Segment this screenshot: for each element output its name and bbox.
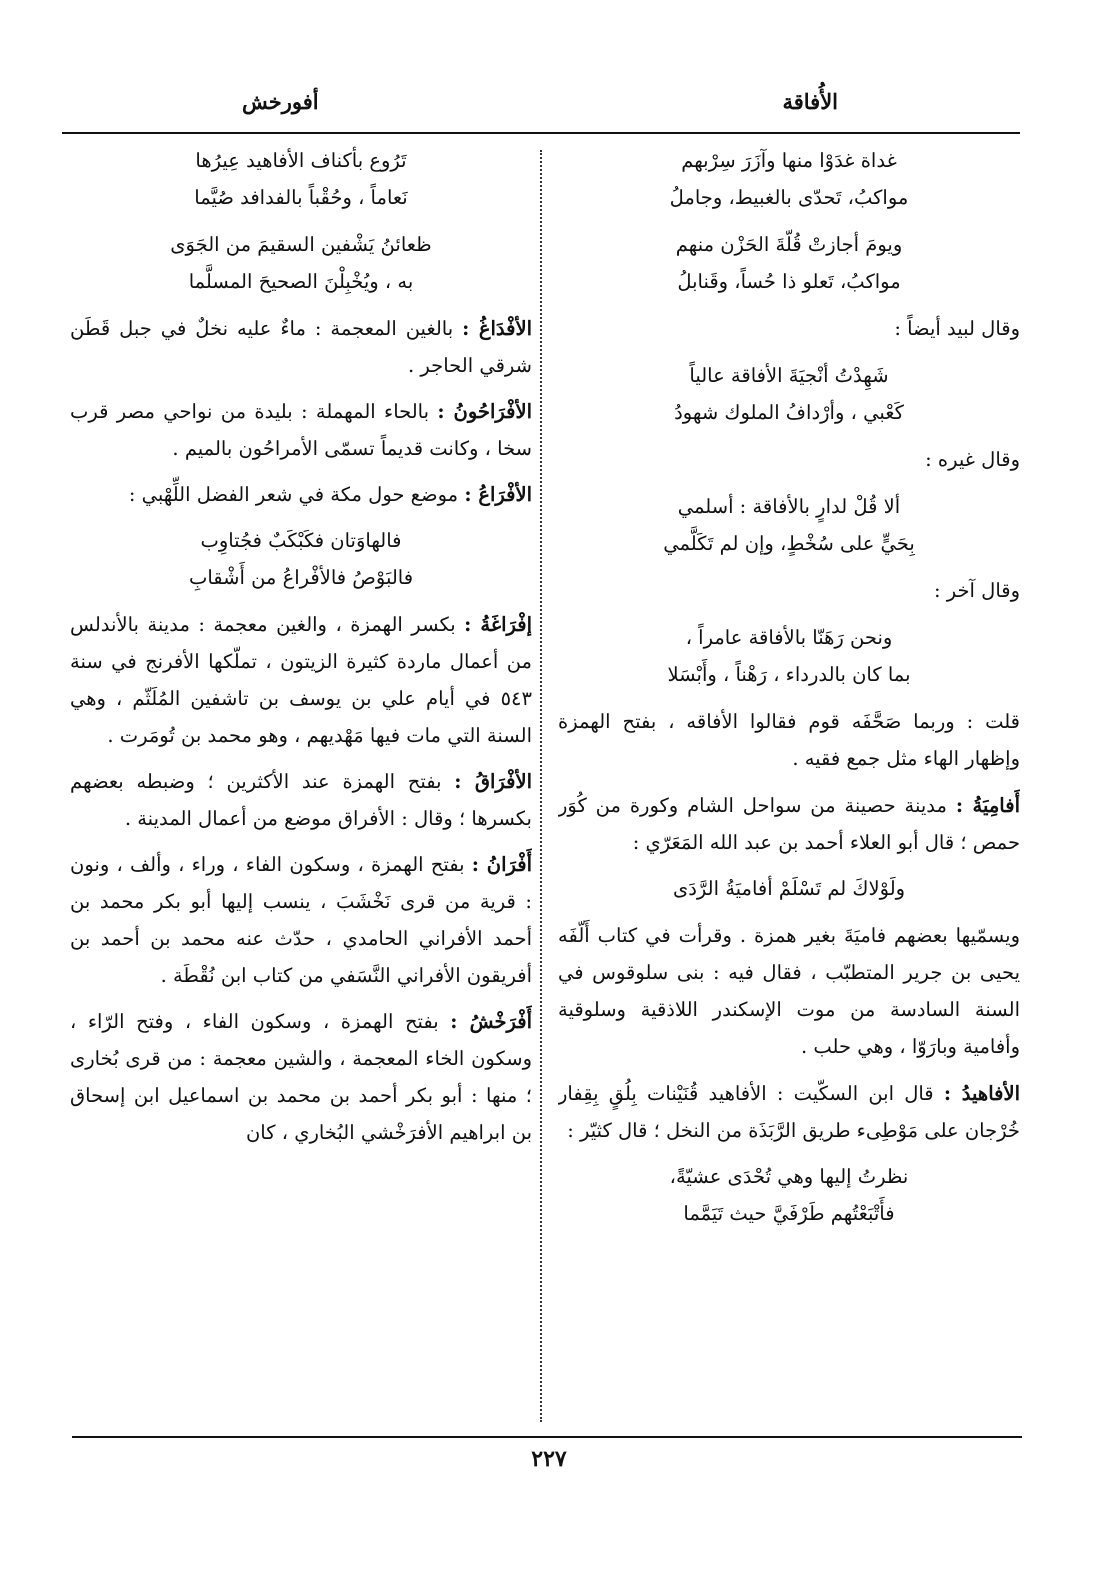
dictionary-entry bbox=[70, 393, 532, 467]
verse-line: غداة غدَوْا منها وآزَرَ سِرْبهم bbox=[681, 149, 897, 172]
verse-intro: وقال غيره : bbox=[925, 448, 1020, 471]
dictionary-entry bbox=[70, 476, 532, 513]
verse-line: مواكبُ، تَحدّى بالغبيط، وجاملُ bbox=[669, 186, 909, 209]
verse-line: ألا قُلْ لدارٍ بالأفاقة : أسلمي bbox=[677, 495, 901, 518]
verse-line: تَرُوع بأكناف الأفاهيد عِيرُها bbox=[195, 149, 407, 172]
page-number: ٢٢٧ bbox=[531, 1446, 567, 1472]
entry-text: بفتح الهمزة ، وسكون الفاء ، وراء ، وألف ، ونون : قرية من قرى نَخْشَبَ ، ينسب إليها أبو بكر محمد بن أحمد الأفراني الحامدي ، حدّث عنه محمد بن أحمد بن أفريقون الأفراني النَّسَفي من كتاب ابن نُقْطَة . bbox=[70, 853, 532, 987]
verse-intro: وقال لبيد أيضاً : bbox=[894, 317, 1020, 340]
dictionary-entry bbox=[70, 763, 532, 837]
verse-line: ويومَ أجازتْ قُلّةَ الحَزْن منهم bbox=[675, 233, 903, 256]
verse-line: ظعائنُ يَشْفين السقيمَ من الجَوَى bbox=[170, 233, 432, 256]
verse-block bbox=[70, 142, 532, 216]
verse-block bbox=[70, 226, 532, 300]
entry-headword: الأفاهيدُ : bbox=[943, 1082, 1020, 1105]
running-head bbox=[70, 84, 1028, 118]
entry-text: مدينة حصينة من سواحل الشام وكورة من كُوَر حمص ؛ قال أبو العلاء أحمد بن عبد الله المَعَرّي : bbox=[558, 794, 1020, 854]
editor-note: قلت : وربما صَحَّفَه قوم فقالوا الأفاقه ، بفتح الهمزة وإظهار الهاء مثل جمع فقيه . bbox=[558, 710, 1020, 770]
verse-line: شَهِدْتُ أنْجيَةَ الأفاقة عالياً bbox=[689, 364, 889, 387]
entry-headword: الأفْرَاحُونُ : bbox=[437, 400, 532, 423]
verse-block bbox=[70, 522, 532, 596]
dictionary-entry bbox=[70, 310, 532, 384]
entry-headword: أَفْرَخْشُ : bbox=[450, 1010, 532, 1033]
verse-line: فالبَوْصُ فالأفْراعُ من أَشْقابِ bbox=[188, 566, 414, 589]
verse-line: به ، ويُخْبِلْنَ الصحيحَ المسلَّما bbox=[188, 270, 414, 293]
verse-line: فأَتْبَعْتُهم طَرْفَيَّ حيث تَيَمَّما bbox=[683, 1202, 895, 1225]
verse-block bbox=[558, 357, 1020, 431]
entry-text: بفتح الهمزة ، وسكون الفاء ، وفتح الرّاء ، وسكون الخاء المعجمة ، والشين معجمة : من قرى بُخارى ؛ منها : أبو بكر أحمد بن محمد بن اسماعيل ابن إسحاق بن ابراهيم الأفرَخْشي البُخاري ، كان bbox=[70, 1010, 532, 1144]
verse-line: فالهاوَتان فكَبْكَبٌ فجُتاوِب bbox=[200, 529, 402, 552]
verse-block bbox=[558, 488, 1020, 562]
entry-headword: أَفْرَانُ : bbox=[471, 853, 532, 876]
column-divider bbox=[540, 150, 542, 1422]
dictionary-entry bbox=[70, 606, 532, 754]
verse-line: نظرتُ إليها وهي تُحْدَى عشيّةً، bbox=[669, 1165, 909, 1188]
entry-headword: أَفامِيَةُ : bbox=[955, 794, 1020, 817]
entry-text: بالغين المعجمة : ماءٌ عليه نخلٌ في جبل قَطَن شرقي الحاجر . bbox=[70, 317, 532, 377]
dictionary-entry bbox=[558, 787, 1020, 861]
verse-block bbox=[558, 1158, 1020, 1232]
entry-continuation: ويسمّيها بعضهم فاميَةَ بغير همزة . وقرأت في كتاب أَلّفَه يحيى بن جرير المتطبّب ، فقال فيه : بنى سلوقوس في السنة السادسة من موت الإسكندر اللاذقية وسلوقية وأفامية وبارَوّا ، وهي حلب . bbox=[558, 924, 1020, 1058]
entry-headword: إفْرَاغَةُ : bbox=[464, 613, 532, 636]
entry-text: بكسر الهمزة ، والغين معجمة : مدينة بالأندلس من أعمال ماردة كثيرة الزيتون ، تملّكها الأفرنج في سنة ٥٤٣ في أيام علي بن يوسف بن تاشفين المُلَثّم ، وهي السنة التي مات فيها مَهْديهم ، وهو محمد بن تُومَرت . bbox=[70, 613, 532, 747]
verse-line: مواكبُ، تَعلو ذا حُساً، وقَنابلُ bbox=[677, 270, 901, 293]
dictionary-entry bbox=[70, 1003, 532, 1151]
left-column bbox=[70, 142, 532, 1430]
entry-headword: الأفْرَاعُ : bbox=[464, 483, 532, 506]
header-rule bbox=[62, 132, 1020, 134]
verse-block bbox=[558, 142, 1020, 216]
verse-line: ولَوْلاكَ لم تَسْلَمْ أفاميَةُ الرَّدَى bbox=[672, 877, 906, 900]
entry-text: قال ابن السكّيت : الأفاهيد قُنَيْنات بِلُقٍ بِقِفار خُرْجان على مَوْطِىء طريق الرَّبَذَة من النخل ؛ قال كثيّر : bbox=[558, 1082, 1020, 1142]
right-column bbox=[558, 142, 1020, 1430]
verse-line: نَعاماً ، وحُقْباً بالفدافد صُيَّما bbox=[194, 186, 408, 209]
verse-block bbox=[558, 226, 1020, 300]
verse-line: بما كان بالدرداء ، رَهْناً ، وأَبْسَلا bbox=[667, 663, 911, 686]
verse-block bbox=[558, 619, 1020, 693]
verse-block bbox=[558, 870, 1020, 907]
header-right-title: الأُفاقة bbox=[782, 88, 838, 114]
verse-line: كَعْبي ، وأرْدافُ الملوك شهودُ bbox=[674, 401, 904, 424]
verse-line: ونحن رَهَنّا بالأفاقة عامراً ، bbox=[685, 626, 893, 649]
header-left-title: أفورخش bbox=[242, 88, 319, 114]
verse-line: بِحَيٍّ على سُخْطٍ، وإن لم تَكَلَّمي bbox=[663, 532, 915, 555]
verse-intro: وقال آخر : bbox=[933, 579, 1020, 602]
entry-headword: الأفْرَاقُ : bbox=[454, 770, 532, 793]
entry-text: بفتح الهمزة عند الأكثرين ؛ وضبطه بعضهم بكسرها ؛ وقال : الأفراق موضع من أعمال المدينة . bbox=[70, 770, 532, 830]
dictionary-entry bbox=[70, 846, 532, 994]
entry-headword: الأفْدَاغُ : bbox=[462, 317, 532, 340]
entry-text: موضع حول مكة في شعر الفضل اللِّهْبي : bbox=[128, 483, 459, 506]
entry-text: بالحاء المهملة : بليدة من نواحي مصر قرب سخا ، وكانت قديماً تسمّى الأمراحُون بالميم . bbox=[70, 400, 532, 460]
dictionary-entry bbox=[558, 1075, 1020, 1149]
footer-rule bbox=[72, 1436, 1022, 1438]
